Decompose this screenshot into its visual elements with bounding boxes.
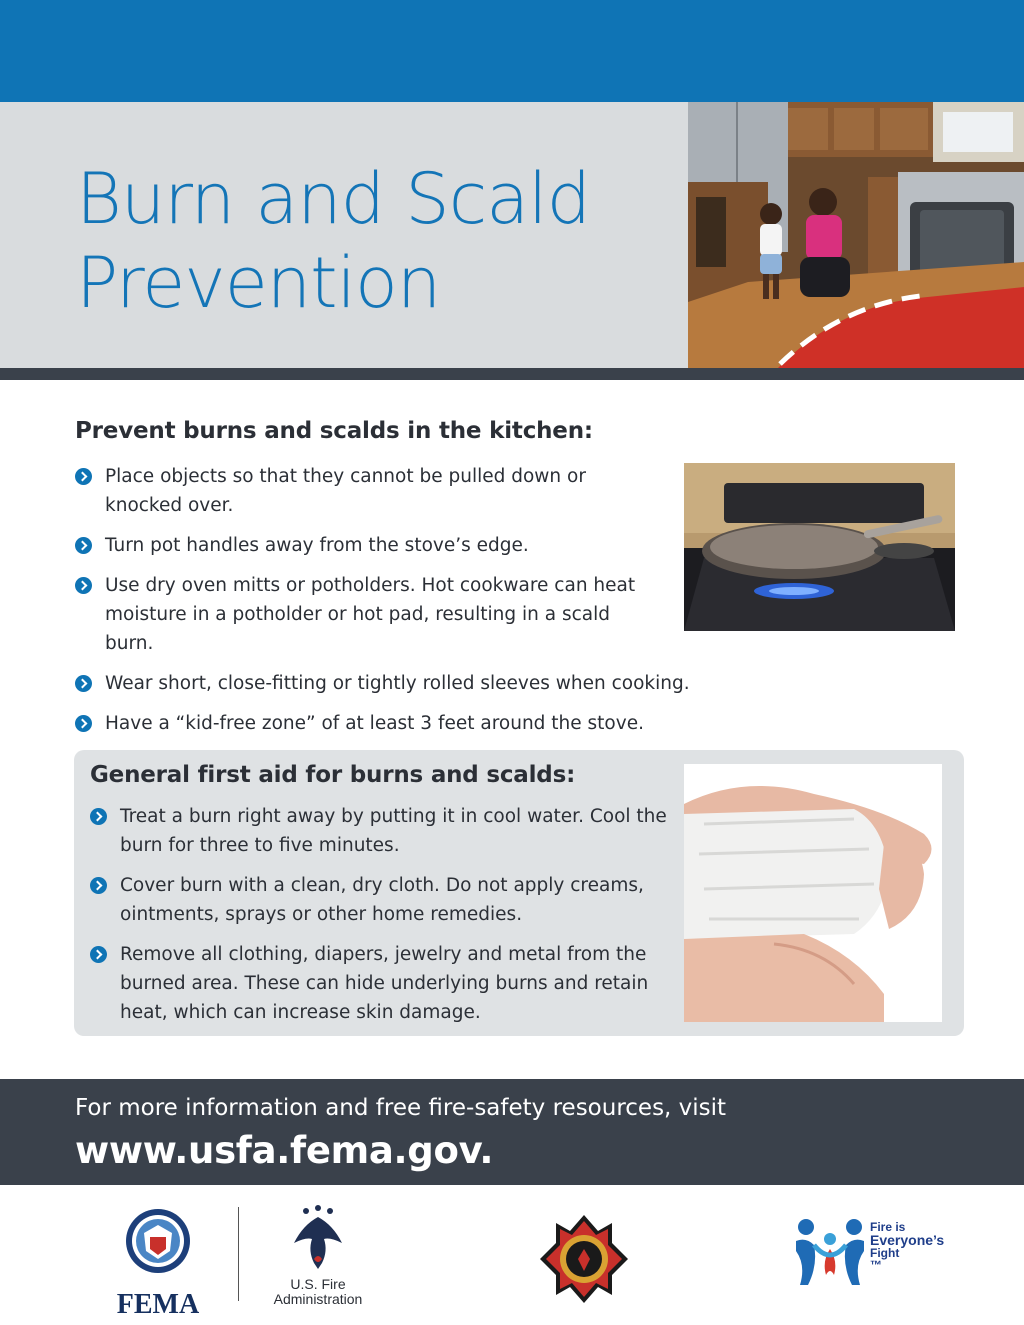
title-line-2: Prevention	[76, 242, 441, 324]
footer-band	[0, 1079, 1024, 1185]
hero-divider	[0, 368, 1024, 380]
list-item	[75, 669, 955, 698]
list-item	[75, 571, 655, 658]
maltese-cross-icon	[538, 1213, 630, 1305]
title-line-1: Burn and Scald	[76, 158, 591, 240]
usfa-line-1: U.S. Fire	[290, 1276, 346, 1292]
first-aid-box	[74, 750, 964, 1036]
usfa-line-2: Administration	[273, 1291, 363, 1307]
eagle-icon	[268, 1203, 368, 1273]
list-item-text: Treat a burn right away by putting it in cool water. Cool the burn for three to five minutes.	[120, 806, 667, 856]
kitchen-family-photo	[688, 102, 1024, 368]
list-item-text: Turn pot handles away from the stove’s edge.	[105, 535, 529, 556]
list-item-text: Use dry oven mitts or potholders. Hot cookware can heat moisture in a potholder or hot pad, resulting in a scald burn.	[105, 575, 636, 654]
stove-pan-photo	[684, 463, 955, 631]
list-item-text: Cover burn with a clean, dry cloth. Do not apply creams, ointments, sprays or other home remedies.	[120, 875, 644, 925]
chevron-right-icon	[75, 537, 92, 554]
first-aid-heading: General first aid for burns and scalds:	[90, 762, 576, 788]
list-item	[75, 709, 955, 738]
list-item-text: Remove all clothing, diapers, jewelry and metal from the burned area. These can hide underlying burns and retain heat, which can increase skin damage.	[120, 944, 649, 1023]
chevron-right-icon	[75, 577, 92, 594]
fief-label	[870, 1221, 944, 1271]
list-item	[90, 802, 670, 860]
list-item	[75, 462, 655, 520]
logo-divider	[238, 1207, 239, 1301]
chevron-right-icon	[75, 715, 92, 732]
list-item	[90, 871, 670, 929]
website-link[interactable]: www.usfa.fema.gov.	[75, 1129, 494, 1172]
first-aid-list	[90, 802, 670, 1027]
list-item	[90, 940, 670, 1027]
page-title	[76, 157, 590, 325]
chevron-right-icon	[90, 946, 107, 963]
chevron-right-icon	[75, 675, 92, 692]
bandage-hand-photo	[684, 764, 942, 1022]
footer-text: For more information and free fire-safety resources, visit	[75, 1095, 727, 1121]
chevron-right-icon	[75, 468, 92, 485]
first-aid-content	[90, 762, 670, 1038]
fief-line-2: Everyone’s	[870, 1232, 945, 1248]
fief-line-1: Fire is	[870, 1220, 906, 1234]
fief-line-3-text: Fight	[870, 1246, 900, 1260]
family-figures-icon	[792, 1215, 868, 1295]
chevron-right-icon	[90, 877, 107, 894]
fief-line-3	[870, 1247, 944, 1271]
kitchen-heading: Prevent burns and scalds in the kitchen:	[75, 418, 593, 444]
logo-strip	[0, 1185, 1024, 1325]
dhs-seal-icon	[110, 1203, 206, 1283]
chevron-right-icon	[90, 808, 107, 825]
hero-banner	[0, 102, 1024, 368]
fema-label: FEMA	[116, 1289, 200, 1320]
trademark-symbol: ™	[870, 1258, 882, 1272]
list-item-text: Have a “kid-free zone” of at least 3 feet around the stove.	[105, 713, 644, 734]
usfa-label	[268, 1277, 368, 1307]
list-item-text: Place objects so that they cannot be pulled down or knocked over.	[105, 466, 586, 516]
fema-logo	[110, 1203, 206, 1320]
usfa-logo	[268, 1203, 368, 1315]
fire-is-everyones-fight-logo	[792, 1215, 945, 1295]
top-color-bar	[0, 0, 1024, 102]
list-item-text: Wear short, close-fitting or tightly rolled sleeves when cooking.	[105, 673, 690, 694]
fire-department-logo	[538, 1213, 630, 1305]
